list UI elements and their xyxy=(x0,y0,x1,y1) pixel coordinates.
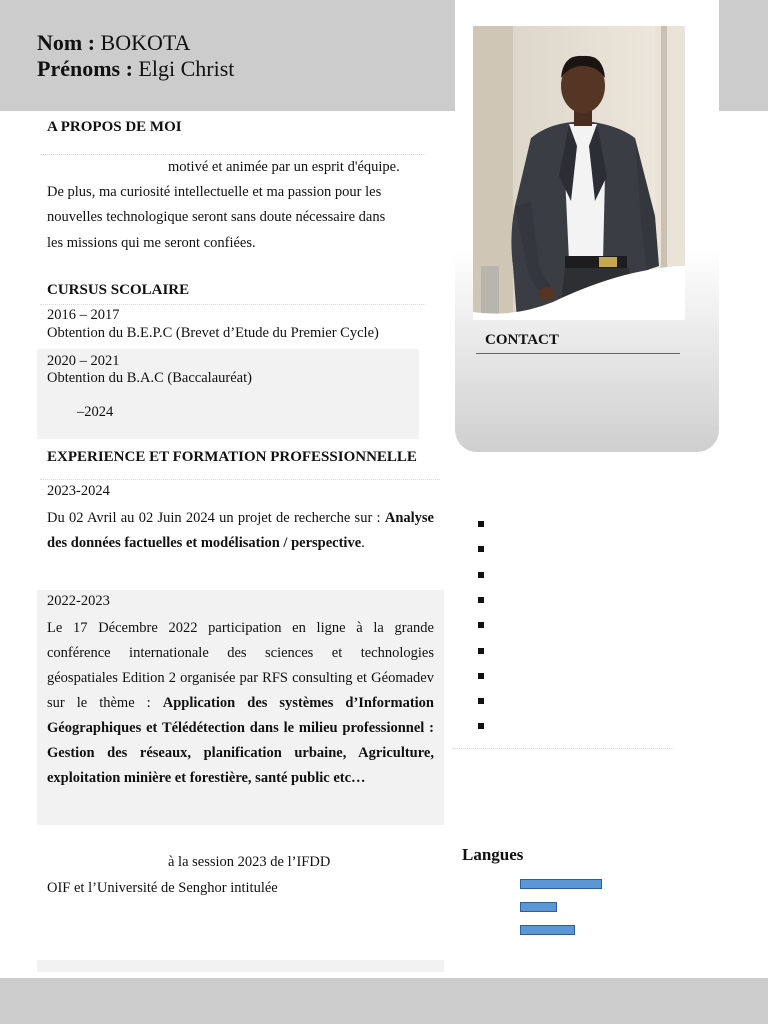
cursus-item xyxy=(37,305,419,349)
bullet-icon xyxy=(478,648,484,654)
footer-band xyxy=(0,978,768,1024)
prenoms-line xyxy=(37,56,234,82)
cursus-item xyxy=(37,349,419,439)
profile-photo xyxy=(473,26,685,320)
cursus-title: CURSUS SCOLAIRE xyxy=(47,282,190,298)
cursus-years: 2020 – 2021 xyxy=(47,353,120,369)
experience-text-plain: Du 02 Avril au 02 Juin 2024 un projet de recherche sur : xyxy=(47,510,381,526)
bullet-icon xyxy=(478,698,484,704)
prenoms-value: Elgi Christ xyxy=(138,56,235,81)
experience-year: 2022-2023 xyxy=(47,593,110,609)
nom-line xyxy=(37,30,190,56)
experience-text-bold: Analyse des données factuelles et modélisation / perspective xyxy=(47,510,434,551)
bullet-icon xyxy=(478,673,484,679)
bullet-icon xyxy=(478,546,484,552)
langues-title: Langues xyxy=(462,845,524,864)
experience-item-shade xyxy=(37,960,444,972)
about-line-3: nouvelles technologique seront sans doute nécessaire dans xyxy=(47,209,386,225)
about-line-1: motivé et animée par un esprit d'équipe. xyxy=(168,159,400,175)
cursus-years: –2024 xyxy=(77,404,114,420)
about-title: A PROPOS DE MOI xyxy=(47,119,182,135)
cursus-desc: Obtention du B.E.P.C (Brevet d’Etude du Premier Cycle) xyxy=(47,325,379,341)
experience-year: 2023-2024 xyxy=(47,483,110,499)
cursus-desc: Obtention du B.A.C (Baccalauréat) xyxy=(47,370,252,386)
bullet-icon xyxy=(478,597,484,603)
bullet-icon xyxy=(478,572,484,578)
bullet-icon xyxy=(478,521,484,527)
experience-text xyxy=(47,506,434,556)
contact-title: CONTACT xyxy=(485,332,559,348)
experience-item xyxy=(37,480,444,590)
experience-text-bold: Application des systèmes d’Information Géographiques et Télédétection dans le milieu professionnel : Gestion des réseaux, planification urbaine, Agriculture, exploitation minière et forestière, santé public etc… xyxy=(47,695,434,786)
bullet-icon xyxy=(478,622,484,628)
experience-text xyxy=(47,616,434,791)
bullets-rule xyxy=(452,748,674,749)
experience-line: à la session 2023 de l’IFDD xyxy=(168,854,331,870)
nom-value: BOKOTA xyxy=(100,30,191,55)
prenoms-label: Prénoms : xyxy=(37,56,133,81)
about-line-4: les missions qui me seront confiées. xyxy=(47,235,256,251)
contact-rule xyxy=(476,353,680,354)
header-right-band xyxy=(719,0,768,111)
bullet-icon xyxy=(478,723,484,729)
profile-photo-illustration xyxy=(473,26,685,320)
nom-label: Nom : xyxy=(37,30,96,55)
experience-line: OIF et l’Université de Senghor intitulée xyxy=(47,880,278,896)
language-level-bar xyxy=(520,879,602,889)
language-level-bar xyxy=(520,925,575,935)
experience-item xyxy=(37,590,444,825)
cursus-years: 2016 – 2017 xyxy=(47,307,120,323)
experience-text-end: . xyxy=(361,535,365,551)
experience-text-plain: Le 17 Décembre 2022 participation en ligne à la grande conférence internationale des sciences et technologies géospatiales Edition 2 organisée par RFS consulting et Géomadev sur le thème : xyxy=(47,620,434,711)
about-line-2: De plus, ma curiosité intellectuelle et ma passion pour les xyxy=(47,184,382,200)
experience-title: EXPERIENCE ET FORMATION PROFESSIONNELLE xyxy=(47,449,417,465)
language-level-bar xyxy=(520,902,557,912)
